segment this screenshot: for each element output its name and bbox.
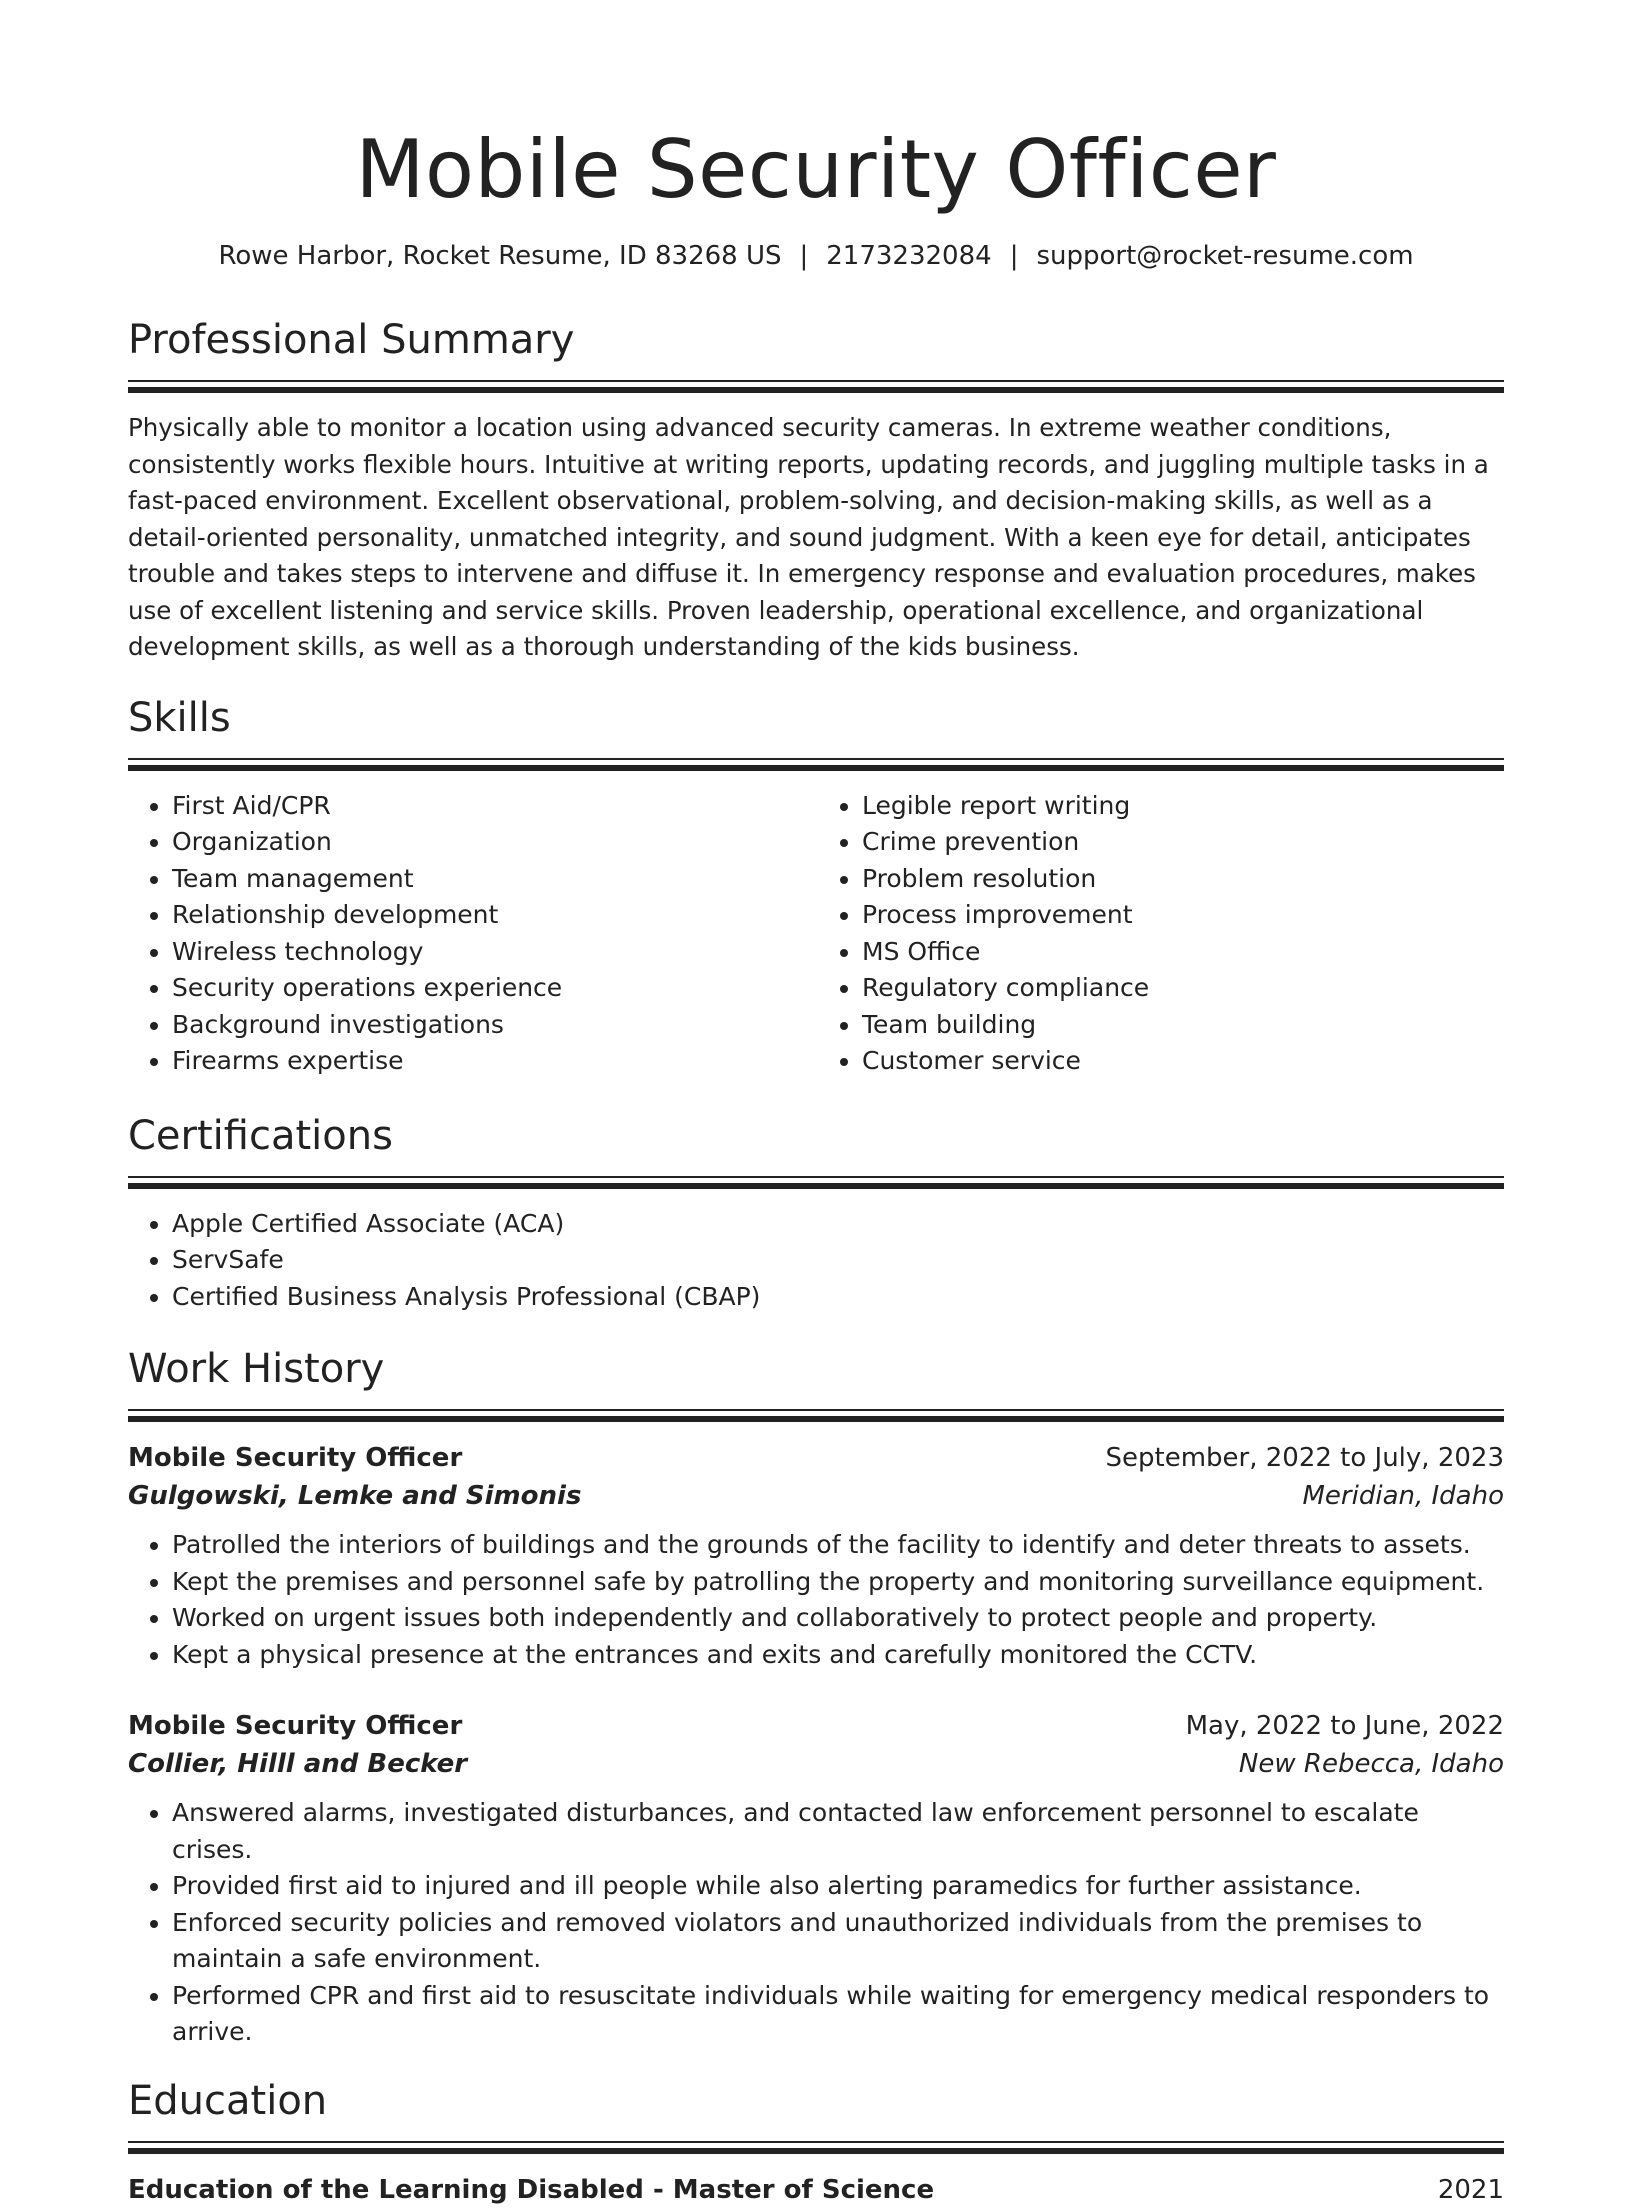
- job-bullet: • Kept the premises and personnel safe by patrolling the property and monitoring surveillance equipment.: [172, 1564, 1504, 1601]
- summary-text: Physically able to monitor a location using advanced security cameras. In extreme weather conditions, consistently works flexible hours. Intuitive at writing reports, updating records, and juggling multiple tasks in a fast-paced environment. Excellent observational, problem-solving, and decision-making skills, as well as a detail-oriented personality, unmatched integrity, and sound judgment. With a keen eye for detail, anticipates trouble and takes steps to intervene and diffuse it. In emergency response and evaluation procedures, makes use of excellent listening and service skills. Proven leadership, operational excellence, and organizational development skills, as well as a thorough understanding of the kids business.: [128, 413, 1489, 661]
- skill-item: • Relationship development: [172, 897, 816, 934]
- certification-item: • ServSafe: [172, 1242, 1504, 1279]
- job-bullet: • Provided first aid to injured and ill people while also alerting paramedics for further assistance.: [172, 1868, 1504, 1905]
- contact-line: [128, 238, 1504, 274]
- job-bullet: • Kept a physical presence at the entrances and exits and carefully monitored the CCTV.: [172, 1637, 1504, 1674]
- skill-item: • Team management: [172, 861, 816, 898]
- skill-item: • Background investigations: [172, 1007, 816, 1044]
- skills-list-right: [816, 788, 1504, 1080]
- contact-email: support@rocket-resume.com: [1036, 241, 1414, 271]
- job-location: New Rebecca, Idaho: [1238, 1749, 1504, 1779]
- job-company: Gulgowski, Lemke and Simonis: [128, 1481, 582, 1511]
- job-dates: September, 2022 to July, 2023: [1105, 1443, 1504, 1473]
- section-title: Education: [128, 2077, 328, 2124]
- skill-item: • Regulatory compliance: [862, 970, 1504, 1007]
- section-divider: [128, 758, 1504, 760]
- section-divider: [128, 2141, 1504, 2143]
- skill-item: • Customer service: [862, 1043, 1504, 1080]
- skill-item: • Security operations experience: [172, 970, 816, 1007]
- skill-item: • Crime prevention: [862, 824, 1504, 861]
- job-bullet: • Answered alarms, investigated disturbances, and contacted law enforcement personnel to escalate crises.: [172, 1795, 1504, 1868]
- section-title: Certifications: [128, 1112, 393, 1159]
- contact-phone: 2173232084: [826, 241, 992, 271]
- skill-item: • Team building: [862, 1007, 1504, 1044]
- certification-item: • Apple Certified Associate (ACA): [172, 1206, 1504, 1243]
- skills-section: [128, 692, 1504, 1080]
- certifications-list: [128, 1206, 1504, 1316]
- skill-item: • Organization: [172, 824, 816, 861]
- education-entry: [128, 2171, 1504, 2209]
- job-title: Mobile Security Officer: [128, 1443, 463, 1473]
- skills-columns: [128, 760, 1504, 1080]
- job-bullet: • Performed CPR and first aid to resuscitate individuals while waiting for emergency medical responders to arrive.: [172, 1978, 1504, 2051]
- certification-item: • Certified Business Analysis Professional (CBAP): [172, 1279, 1504, 1316]
- job-entry: [128, 1439, 1504, 1673]
- contact-separator: |: [1009, 241, 1019, 271]
- skill-item: • Process improvement: [862, 897, 1504, 934]
- section-title: Work History: [128, 1346, 385, 1392]
- section-title: Professional Summary: [128, 317, 575, 363]
- job-company: Collier, Hilll and Becker: [128, 1749, 468, 1779]
- job-bullet: • Patrolled the interiors of buildings and the grounds of the facility to identify and deter threats to assets.: [172, 1527, 1504, 1564]
- skill-item: • Firearms expertise: [172, 1043, 816, 1080]
- skills-list-left: [128, 788, 816, 1080]
- professional-summary-section: [128, 314, 1504, 666]
- job-entry: [128, 1707, 1504, 2051]
- job-location: Meridian, Idaho: [1302, 1481, 1504, 1511]
- education-degree: Education of the Learning Disabled - Master of Science: [128, 2174, 935, 2205]
- education-section: [128, 2075, 1504, 2209]
- work-history-section: [128, 1343, 1504, 2051]
- skill-item: • Legible report writing: [862, 788, 1504, 825]
- contact-address: Rowe Harbor, Rocket Resume, ID 83268 US: [218, 241, 782, 271]
- job-bullets: [128, 1527, 1504, 1673]
- job-bullet: • Worked on urgent issues both independently and collaboratively to protect people and property.: [172, 1600, 1504, 1637]
- skill-item: • MS Office: [862, 934, 1504, 971]
- candidate-name: Mobile Security Officer: [355, 123, 1277, 216]
- job-bullets: [128, 1795, 1504, 2051]
- education-year: 2021: [1437, 2174, 1504, 2205]
- job-title: Mobile Security Officer: [128, 1711, 463, 1741]
- skill-item: • Problem resolution: [862, 861, 1504, 898]
- skill-item: • First Aid/CPR: [172, 788, 816, 825]
- job-bullet: • Enforced security policies and removed violators and unauthorized individuals from the premises to maintain a safe environment.: [172, 1905, 1504, 1978]
- section-title: Skills: [128, 694, 231, 741]
- contact-separator: |: [799, 241, 809, 271]
- skill-item: • Wireless technology: [172, 934, 816, 971]
- section-divider: [128, 380, 1504, 382]
- certifications-section: [128, 1110, 1504, 1316]
- section-divider: [128, 1176, 1504, 1178]
- section-divider: [128, 1409, 1504, 1411]
- job-dates: May, 2022 to June, 2022: [1185, 1711, 1504, 1741]
